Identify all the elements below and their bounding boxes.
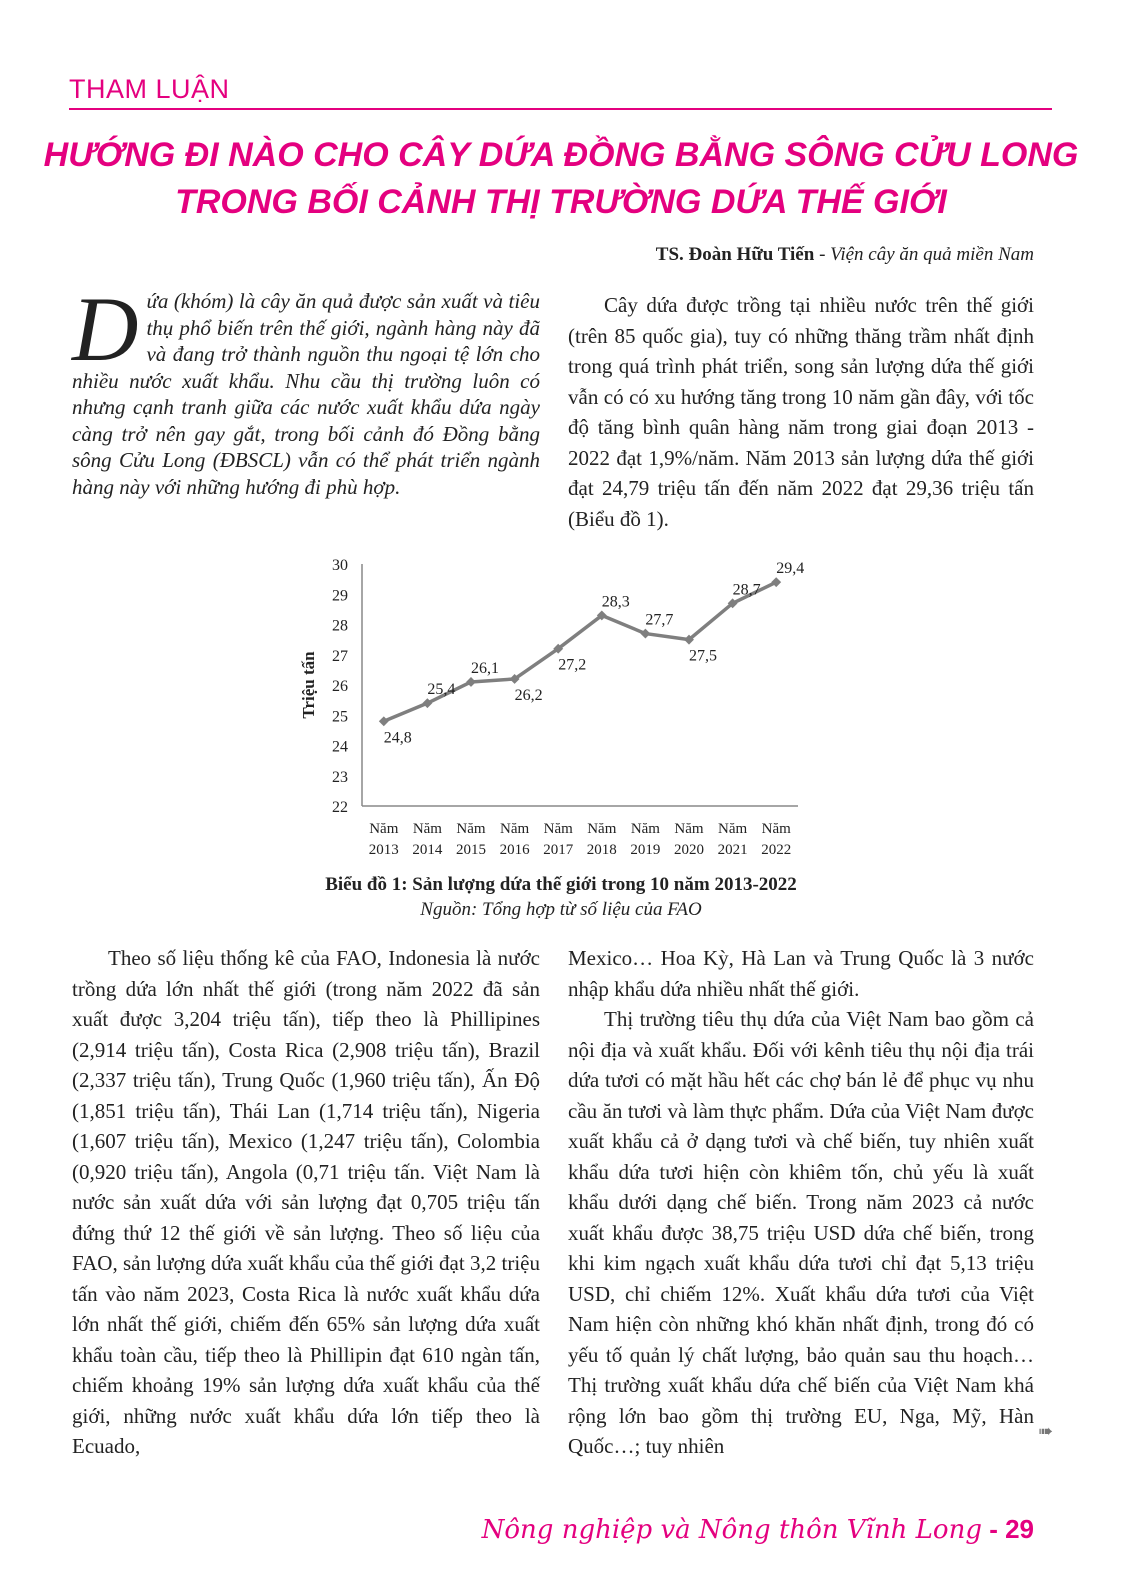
data-label: 28,7 [732, 581, 761, 599]
data-label: 29,4 [776, 560, 805, 578]
article-title-line-1: HƯỚNG ĐI NÀO CHO CÂY DỨA ĐỒNG BẰNG SÔNG CỬU LONG [43, 136, 1079, 174]
data-label: 26,2 [514, 686, 543, 704]
x-tick-label: Năm [543, 821, 573, 837]
x-tick-label: Năm [718, 821, 748, 837]
x-tick-label: 2021 [717, 842, 748, 858]
column-left-bottom [72, 943, 540, 1462]
x-tick-label: Năm [630, 821, 660, 837]
data-label: 27,2 [558, 656, 587, 674]
x-tick-label: 2014 [412, 842, 443, 858]
data-label: 25,4 [427, 681, 456, 699]
x-tick-label: 2020 [674, 842, 704, 858]
x-tick-label: Năm [674, 821, 704, 837]
column-right-top [568, 290, 1034, 534]
y-tick-label: 26 [332, 678, 348, 695]
byline-separator: - [814, 244, 831, 265]
data-label: 27,5 [689, 647, 717, 665]
x-tick-label: Năm [587, 821, 617, 837]
byline [656, 244, 1034, 266]
chart-caption: Biểu đồ 1: Sản lượng dứa thế giới trong 10 năm 2013-2022 [325, 874, 797, 895]
x-tick-label: Năm [412, 821, 442, 837]
y-tick-label: 25 [332, 708, 348, 726]
section-label: THAM LUẬN [69, 74, 230, 104]
y-axis-label: Triệu tấn [299, 651, 318, 719]
article-title [40, 132, 1082, 226]
article-lead [72, 278, 540, 500]
section-divider [69, 108, 1052, 110]
data-label: 24,8 [383, 729, 412, 747]
x-tick-label: 2016 [499, 842, 530, 858]
y-tick-label: 27 [332, 647, 348, 665]
production-line-chart [290, 552, 810, 862]
y-tick-label: 29 [332, 587, 348, 605]
article-title-line-2: TRONG BỐI CẢNH THỊ TRƯỜNG DỨA THẾ GIỚI [175, 183, 947, 221]
footer-separator: - [981, 1514, 1006, 1544]
x-tick-label: 2015 [456, 842, 486, 858]
chart-source: Nguồn: Tổng hợp từ số liệu của FAO [420, 899, 702, 920]
x-tick-label: 2019 [630, 842, 661, 858]
journal-name: Nông nghiệp và Nông thôn Vĩnh Long [481, 1515, 982, 1545]
x-tick-label: Năm [369, 821, 399, 837]
paragraph: Cây dứa được trồng tại nhiều nước trên thế giới (trên 85 quốc gia), tuy có những thăng trầm nhất định trong quá trình phát triển, song sản lượng dứa thế giới vẫn có có xu hướng tăng trong 10 năm gần đây, với tốc độ tăng bình quân hàng năm trong giai đoạn 2013 - 2022 đạt 1,9%/năm. Năm 2013 sản lượng dứa thế giới đạt 24,79 triệu tấn đến năm 2022 đạt 29,36 triệu tấn (Biểu đồ 1). [568, 293, 1034, 531]
data-label: 28,3 [601, 593, 630, 611]
data-point [640, 629, 650, 639]
x-tick-label: 2018 [586, 842, 617, 858]
chart-figure [290, 552, 810, 862]
page-number: 29 [1005, 1514, 1034, 1544]
y-tick-label: 30 [332, 557, 348, 574]
drop-cap: D [72, 278, 139, 380]
paragraph: Theo số liệu thống kê của FAO, Indonesia là nước trồng dứa lớn nhất thế giới (trong năm 2022 đã sản xuất được 3,204 triệu tấn), tiếp theo là Phillipines (2,914 triệu tấn), Costa Rica (2,908 triệu tấn), Brazil (2,337 triệu tấn), Trung Quốc (1,960 triệu tấn), Ấn Độ (1,851 triệu tấn), Thái Lan (1,714 triệu tấn), Nigeria (1,607 triệu tấn), Mexico (1,247 triệu tấn), Colombia (0,920 triệu tấn), Angola (0,71 triệu tấn. Việt Nam là nước sản xuất dứa với sản lượng đạt 0,705 triệu tấn đứng thứ 12 thế giới về sản lượng. Theo số liệu của FAO, sản lượng dứa xuất khẩu của thế giới đạt 3,2 triệu tấn vào năm 2023, Costa Rica là nước xuất khẩu dứa lớn nhất thế giới, chiếm đến 65% sản lượng dứa xuất khẩu toàn cầu, tiếp theo là Phillipin đạt 610 ngàn tấn, chiếm khoảng 19% sản lượng dứa xuất khẩu của thế giới, những nước xuất khẩu dứa lớn tiếp theo là Ecuado, [72, 946, 540, 1458]
data-label: 27,7 [645, 611, 674, 629]
column-right-bottom [568, 943, 1034, 1462]
y-tick-label: 22 [332, 799, 348, 816]
data-point [379, 716, 389, 726]
y-tick-label: 24 [332, 738, 348, 756]
y-tick-label: 23 [332, 768, 348, 786]
paragraph: Thị trường tiêu thụ dứa của Việt Nam bao gồm cả nội địa và xuất khẩu. Đối với kênh tiêu thụ nội địa trái dứa tươi có mặt hầu hết các chợ bán lẻ để phục vụ nhu cầu ăn tươi và làm thực phẩm. Dứa của Việt Nam được xuất khẩu cả ở dạng tươi và chế biến, tuy nhiên xuất khẩu dứa tươi hiện còn khiêm tốn, chủ yếu là xuất khẩu dưới dạng chế biến. Trong năm 2023 cả nước xuất khẩu được 38,75 triệu USD dứa chế biến, trong khi kim ngạch xuất khẩu dứa tươi chỉ đạt 5,13 triệu USD, chỉ chiếm 12%. Xuất khẩu dứa tươi của Việt Nam hiện còn những khó khăn nhất định, trong đó có yếu tố quản lý chất lượng, bảo quản sau thu hoạch… Thị trường xuất khẩu dứa chế biến của Việt Nam khá rộng lớn bao gồm thị trường EU, Nga, Mỹ, Hàn Quốc…; tuy nhiên [568, 1007, 1034, 1458]
x-tick-label: Năm [761, 821, 791, 837]
x-tick-label: Năm [500, 821, 530, 837]
continue-arrow-icon: ➠ [1038, 1421, 1054, 1441]
author-organization: Viện cây ăn quả miền Nam [830, 244, 1034, 265]
x-tick-label: 2013 [368, 842, 399, 858]
data-label: 26,1 [471, 659, 499, 677]
x-tick-label: 2022 [761, 842, 792, 858]
series-line [384, 582, 776, 721]
paragraph: Mexico… Hoa Kỳ, Hà Lan và Trung Quốc là 3 nước nhập khẩu dứa nhiều nhất thế giới. [568, 946, 1034, 1001]
y-tick-label: 28 [332, 617, 348, 635]
author-name: TS. Đoàn Hữu Tiến [655, 244, 815, 265]
x-tick-label: Năm [456, 821, 486, 837]
x-tick-label: 2017 [543, 842, 574, 858]
page-footer [482, 1514, 1034, 1545]
article-lead-text: ứa (khóm) là cây ăn quả được sản xuất và tiêu thụ phổ biến trên thế giới, ngành hàng này đã và đang trở thành nguồn thu ngoại tệ lớn cho nhiều nước xuất khẩu. Nhu cầu thị trường luôn có nhưng cạnh tranh giữa các nước xuất khẩu dứa ngày càng trở nên gay gắt, trong bối cảnh đó Đồng bằng sông Cửu Long (ĐBSCL) vẫn có thể phát triển ngành hàng này với những hướng đi phù hợp. [72, 289, 540, 499]
